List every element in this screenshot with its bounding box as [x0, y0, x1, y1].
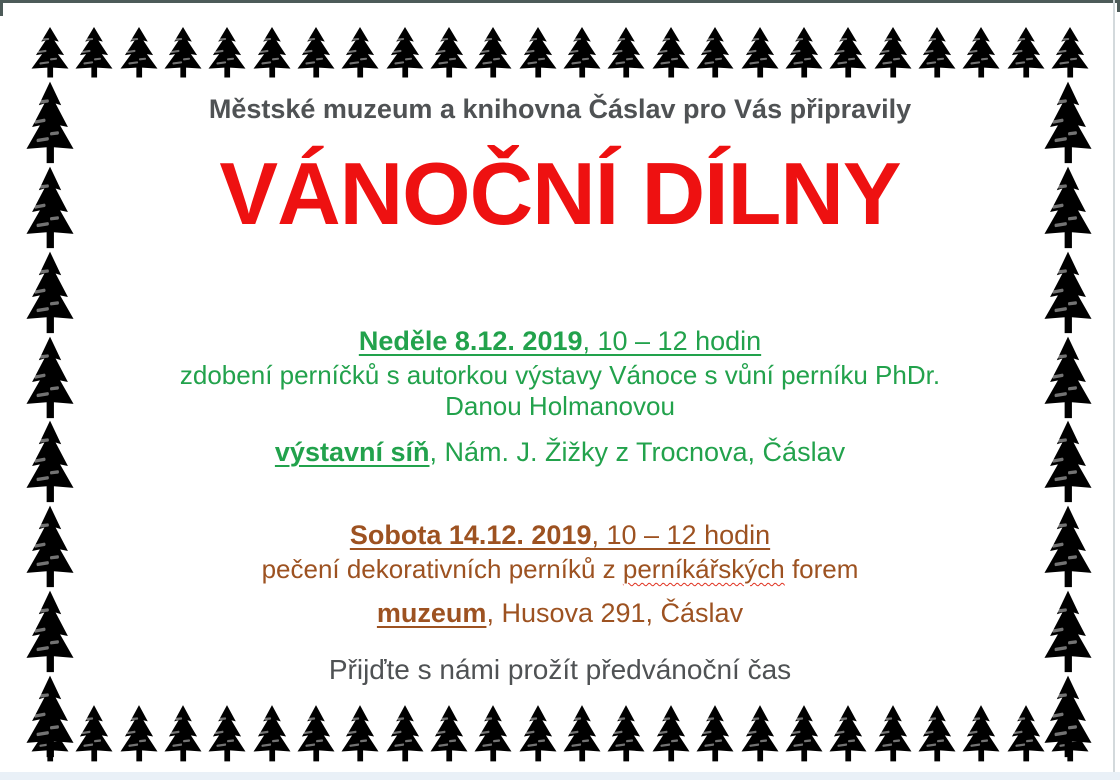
- christmas-tree-icon: [516, 704, 560, 762]
- christmas-tree-icon: [871, 704, 915, 762]
- christmas-tree-icon: [383, 26, 427, 78]
- christmas-tree-icon: [604, 704, 648, 762]
- christmas-tree-icon: [959, 26, 1003, 78]
- christmas-tree-icon: [738, 26, 782, 78]
- christmas-tree-icon: [427, 704, 471, 762]
- christmas-tree-icon: [294, 704, 338, 762]
- christmas-tree-icon: [338, 26, 382, 78]
- christmas-tree-icon: [28, 26, 72, 78]
- event-1-date: Neděle 8.12. 2019: [358, 326, 583, 356]
- christmas-tree-icon: [471, 704, 515, 762]
- event-1-description: zdobení perníčků s autorkou výstavy Vánoce s vůní perníku PhDr. Danou Holmanovou: [179, 360, 941, 421]
- closing-line: Přijďte s námi prožít předvánoční čas: [328, 654, 792, 685]
- christmas-tree-icon: [22, 250, 78, 334]
- christmas-tree-icon: [1048, 26, 1092, 78]
- event-2-venue-address: , Husova 291, Čáslav: [486, 598, 744, 628]
- event-1-venue-address: , Nám. J. Žižky z Trocnova, Čáslav: [429, 437, 846, 467]
- christmas-tree-icon: [117, 26, 161, 78]
- event-2-date-line: [60, 520, 1060, 551]
- window-top-edge: [0, 0, 1120, 3]
- christmas-tree-icon: [72, 26, 116, 78]
- christmas-tree-icon: [959, 704, 1003, 762]
- tree-border-top: [28, 26, 1092, 78]
- christmas-tree-icon: [516, 26, 560, 78]
- christmas-tree-icon: [560, 26, 604, 78]
- christmas-tree-icon: [604, 26, 648, 78]
- tree-border-bottom: [28, 704, 1092, 762]
- page-title: VÁNOČNÍ DÍLNY: [219, 144, 901, 243]
- christmas-tree-icon: [338, 704, 382, 762]
- christmas-tree-icon: [915, 704, 959, 762]
- window-bottom-strip: [0, 772, 1120, 780]
- christmas-tree-icon: [250, 704, 294, 762]
- christmas-tree-icon: [649, 704, 693, 762]
- christmas-tree-icon: [1040, 250, 1096, 334]
- christmas-tree-icon: [205, 26, 249, 78]
- christmas-tree-icon: [205, 704, 249, 762]
- christmas-tree-icon: [294, 26, 338, 78]
- christmas-tree-icon: [250, 26, 294, 78]
- event-2-venue-line: [60, 598, 1060, 629]
- christmas-tree-icon: [1040, 674, 1096, 758]
- misspelled-word: perníkářských: [622, 554, 785, 584]
- christmas-tree-icon: [915, 26, 959, 78]
- christmas-tree-icon: [560, 704, 604, 762]
- christmas-tree-icon: [649, 26, 693, 78]
- event-1-date-line: [60, 326, 1060, 357]
- event-2-time: , 10 – 12 hodin: [591, 520, 771, 550]
- event-2-venue: muzeum: [376, 598, 487, 628]
- christmas-tree-icon: [693, 26, 737, 78]
- christmas-tree-icon: [1004, 26, 1048, 78]
- christmas-tree-icon: [72, 704, 116, 762]
- christmas-tree-icon: [117, 704, 161, 762]
- event-2-date: Sobota 14.12. 2019: [349, 520, 592, 550]
- christmas-tree-icon: [782, 704, 826, 762]
- event-1-venue-line: [60, 437, 1060, 468]
- event-2-description: pečení dekorativních perníků z perníkářských forem: [261, 554, 859, 584]
- event-1-time: , 10 – 12 hodin: [582, 326, 762, 356]
- christmas-tree-icon: [471, 26, 515, 78]
- christmas-tree-icon: [22, 674, 78, 758]
- christmas-tree-icon: [383, 704, 427, 762]
- christmas-tree-icon: [782, 26, 826, 78]
- christmas-tree-icon: [738, 704, 782, 762]
- organizer-line: Městské muzeum a knihovna Čáslav pro Vás připravily: [208, 94, 912, 124]
- christmas-tree-icon: [427, 26, 471, 78]
- christmas-tree-icon: [826, 26, 870, 78]
- event-1-venue: výstavní síň: [274, 437, 430, 467]
- window-corner-edge-left: [0, 0, 3, 16]
- christmas-tree-icon: [826, 704, 870, 762]
- christmas-tree-icon: [693, 704, 737, 762]
- christmas-tree-icon: [161, 704, 205, 762]
- window-right-edge: [1113, 0, 1115, 780]
- christmas-tree-icon: [871, 26, 915, 78]
- christmas-tree-icon: [161, 26, 205, 78]
